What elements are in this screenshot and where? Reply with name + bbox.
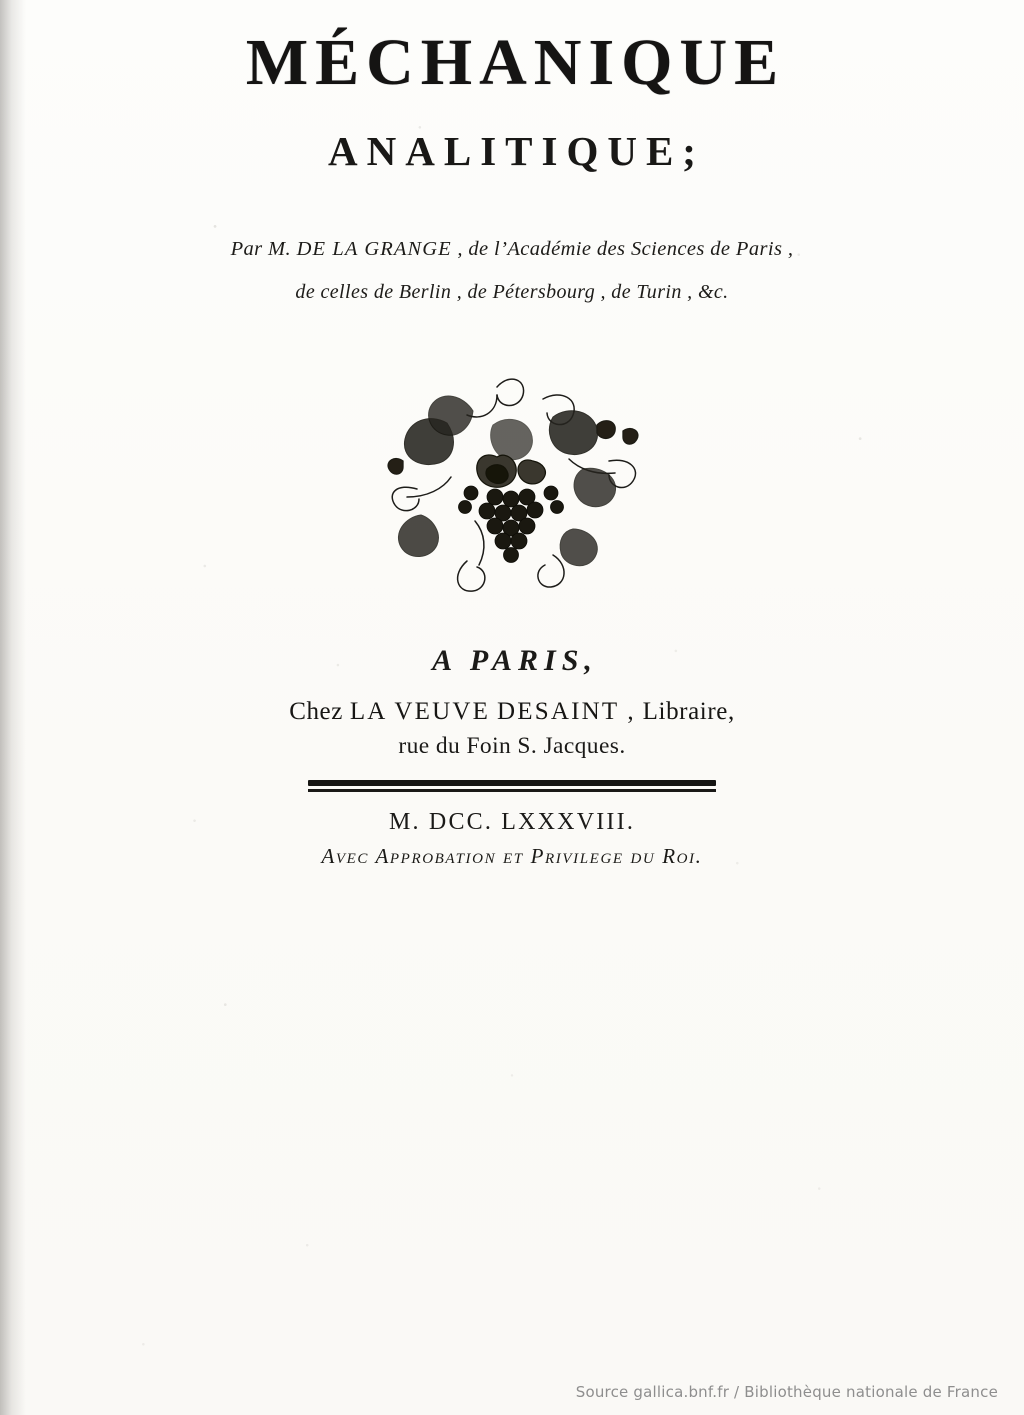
byline xyxy=(0,227,1024,314)
imprint-seller-name: DESAINT , xyxy=(497,698,636,726)
byline-author: DE LA GRANGE xyxy=(296,238,452,261)
imprint-street: rue du Foin S. Jacques. xyxy=(398,733,626,760)
imprint-seller-widow: VEUVE xyxy=(394,698,491,726)
imprint-seller xyxy=(0,698,1024,726)
imprint-seller-role: Libraire, xyxy=(642,698,735,726)
divider-thin-rule xyxy=(308,789,716,792)
imprint-privilege: Avec Approbation et Privilege du Roi. xyxy=(321,843,703,868)
byline-prefix: Par M. xyxy=(230,238,292,261)
source-attribution: Source gallica.bnf.fr / Bibliothèque nationale de France xyxy=(575,1383,998,1401)
byline-suffix: , de l’Académie des Sciences de Paris , xyxy=(457,238,794,261)
imprint-city: A PARIS, xyxy=(432,644,598,678)
page-subtitle: ANALITIQUE; xyxy=(328,128,705,175)
floral-grapes-vignette-icon xyxy=(0,360,1024,610)
imprint-seller-article: LA xyxy=(349,698,388,726)
byline-line-1 xyxy=(0,227,1024,271)
divider-thick-rule xyxy=(308,780,716,786)
byline-line-2: de celles de Berlin , de Pétersbourg , de Turin , &c. xyxy=(295,281,729,304)
imprint-date: M. DCC. LXXXVIII. xyxy=(388,808,636,835)
page-title: MÉCHANIQUE xyxy=(245,26,786,99)
divider xyxy=(0,780,1024,792)
imprint-seller-prefix: Chez xyxy=(289,698,343,726)
